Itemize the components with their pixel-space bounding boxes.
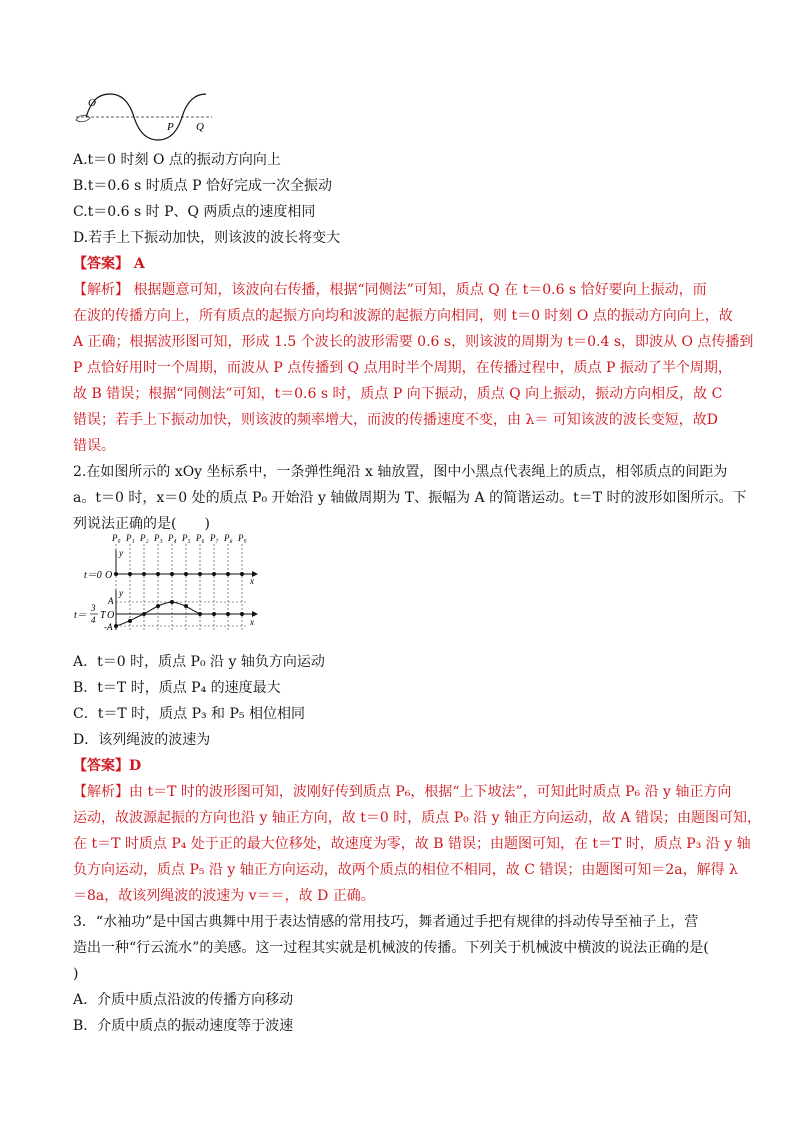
svg-text:P₄: P₄ [168, 533, 177, 543]
q2-stem-2: a。t＝0 时，x＝0 处的质点 P₀ 开始沿 y 轴做周期为 T、振幅为 A 的简谐运动。t＝T 时的波形如图所示。下 [73, 490, 747, 506]
svg-text:P₃: P₃ [154, 533, 163, 543]
q1-analysis-2: 在波的传播方向上，所有质点的起振方向均和波源的起振方向相同，则 t＝0 时刻 O 点的振动方向向上，故 [73, 308, 733, 324]
svg-text:3: 3 [91, 603, 96, 613]
q1-option-a: A.t＝0 时刻 O 点的振动方向向上 [73, 152, 281, 168]
svg-text:y: y [119, 588, 123, 598]
svg-text:P₂: P₂ [140, 533, 149, 543]
q3-stem-1: 3．“水袖功”是中国古典舞中用于表达情感的常用技巧，舞者通过手把有规律的抖动传导至袖子上，营 [73, 914, 699, 930]
q2-answer: 【答案】D [73, 758, 142, 774]
wave-figure-1 [72, 92, 222, 144]
q1-analysis-7: 错误。 [73, 438, 115, 454]
svg-text:y: y [119, 548, 123, 558]
svg-text:P₈: P₈ [224, 533, 233, 543]
svg-text:P₁: P₁ [126, 533, 135, 543]
svg-text:P₇: P₇ [210, 533, 219, 543]
q2-option-b: B．t＝T 时，质点 P₄ 的速度最大 [73, 680, 281, 696]
wave-figure-2 [72, 530, 262, 648]
q2-analysis-4: 负方向运动，质点 P₅ 沿 y 轴正方向运动，故两个质点的相位不相同，故 C 错误；由题图可知＝2a，解得 λ [73, 862, 738, 878]
q2-stem-3: 列说法正确的是( ) [73, 516, 210, 532]
q2-option-a: A．t＝0 时，质点 P₀ 沿 y 轴负方向运动 [73, 654, 325, 670]
q1-analysis-4: P 点恰好用时一个周期，而波从 P 点传播到 Q 点用时半个周期，在传播过程中，质点 P 振动了半个周期， [73, 360, 732, 376]
q1-option-b: B.t＝0.6 s 时质点 P 恰好完成一次全振动 [73, 178, 333, 194]
svg-text:x: x [250, 576, 254, 586]
q1-option-d: D.若手上下振动加快，则该波的波长将变大 [73, 230, 341, 246]
svg-text:P₆: P₆ [196, 533, 205, 543]
svg-text:t＝: t＝ [74, 610, 87, 621]
svg-text:x: x [250, 617, 254, 627]
q3-option-a: A．介质中质点沿波的传播方向移动 [73, 992, 294, 1008]
q3-option-b: B．介质中质点的振动速度等于波速 [73, 1018, 294, 1034]
q2-analysis-1: 【解析】由 t＝T 时的波形图可知，波刚好传到质点 P₆，根据“上下坡法”，可知此时质点 P₆ 沿 y 轴正方向 [73, 784, 732, 800]
q1-analysis-5: 故 B 错误；根据“同侧法”可知，t＝0.6 s 时，质点 P 向下振动，质点 Q 向上振动，振动方向相反，故 C [73, 386, 723, 402]
label-O: O [88, 97, 96, 109]
q3-stem-2: 造出一种“行云流水”的美感。这一过程其实就是机械波的传播。下列关于机械波中横波的说法正确的是( [73, 940, 709, 956]
q1-analysis-3: A 正确；根据波形图可知，形成 1.5 个波长的波形需要 0.6 s，则该波的周期为 t＝0.4 s，即波从 O 点传播到 [73, 334, 754, 350]
svg-text:t＝0: t＝0 [84, 570, 102, 581]
svg-text:4: 4 [91, 615, 96, 625]
q2-stem-1: 2.在如图所示的 xOy 坐标系中，一条弹性绳沿 x 轴放置，图中小黑点代表绳上的质点，相邻质点的间距为 [73, 464, 728, 480]
svg-text:P₀: P₀ [112, 533, 121, 543]
svg-text:A: A [108, 596, 114, 606]
q2-option-c: C．t＝T 时，质点 P₃ 和 P₅ 相位相同 [73, 706, 305, 722]
q1-answer: 【答案】 A [73, 256, 145, 272]
label-Q: Q [196, 121, 204, 133]
svg-text:O: O [107, 610, 115, 621]
hand-icon [76, 115, 90, 122]
svg-text:T: T [100, 610, 106, 621]
label-P: P [167, 121, 174, 133]
svg-text:P₉: P₉ [238, 533, 247, 543]
svg-text:O: O [105, 570, 113, 581]
q3-stem-3: ) [73, 966, 79, 982]
q2-analysis-5: ＝8a，故该列绳波的波速为 v＝＝，故 D 正确。 [73, 888, 375, 904]
q2-analysis-3: 在 t＝T 时质点 P₄ 处于正的最大位移处，故速度为零，故 B 错误；由题图可知，在 t＝T 时，质点 P₃ 沿 y 轴 [73, 836, 751, 852]
svg-text:P₅: P₅ [182, 533, 191, 543]
svg-text:-A: -A [104, 622, 113, 632]
q1-analysis-6: 错误；若手上下振动加快，则该波的频率增大，而波的传播速度不变，由 λ＝ 可知该波的波长变短，故D [73, 412, 718, 428]
q1-analysis-1: 【解析】 根据题意可知，该波向右传播，根据“同侧法”可知，质点 Q 在 t＝0.6 s 恰好要向上振动，而 [73, 282, 707, 298]
p-labels [111, 533, 247, 543]
q2-option-d: D．该列绳波的波速为 [73, 732, 211, 748]
q2-analysis-2: 运动，故波源起振的方向也沿 y 轴正方向，故 t＝0 时，质点 P₀ 沿 y 轴正方向运动，故 A 错误；由题图可知， [73, 810, 761, 826]
q1-option-c: C.t＝0.6 s 时 P、Q 两质点的速度相同 [73, 204, 316, 220]
